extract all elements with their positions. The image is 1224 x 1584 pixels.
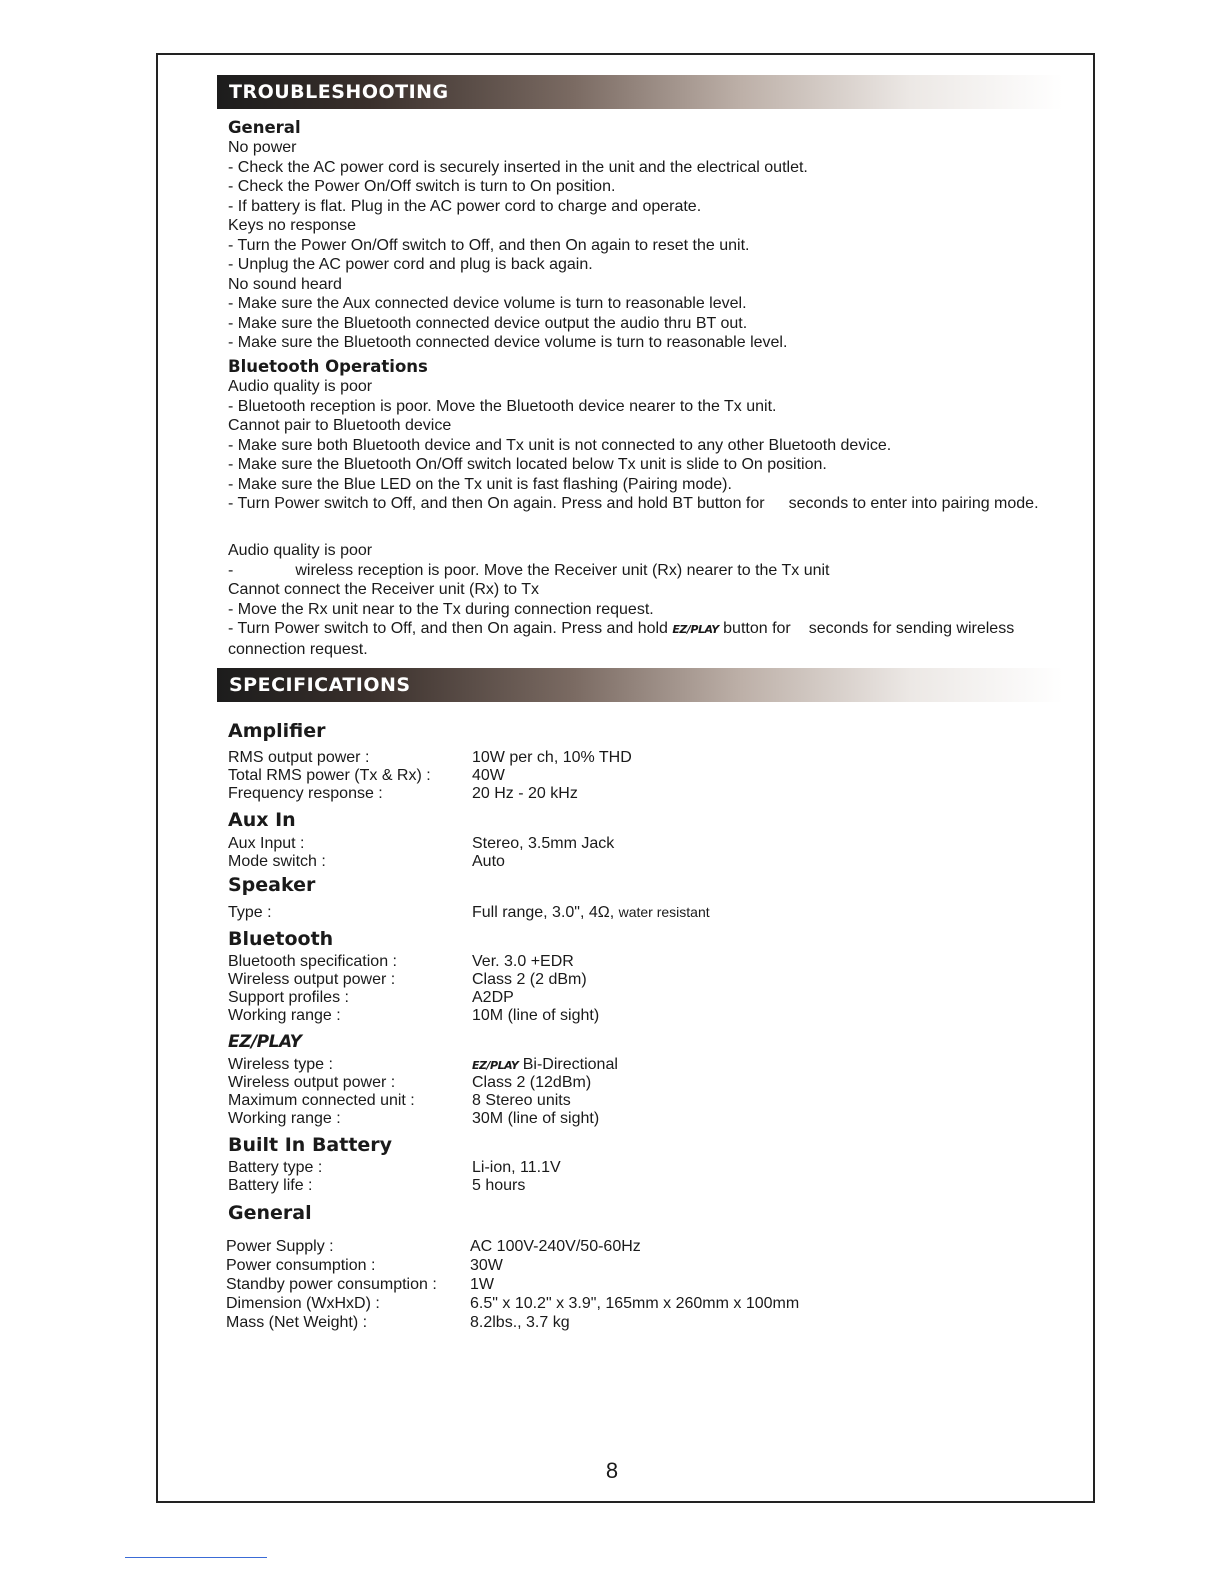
spec-key: RMS output power : (228, 749, 370, 766)
spec-key: Wireless output power : (228, 1074, 396, 1091)
bluetooth-operations-heading: Bluetooth Operations (228, 357, 428, 376)
spec-value: 40W (472, 767, 505, 784)
connection-text-b: button for (723, 620, 791, 637)
ts-line: Cannot pair to Bluetooth device (228, 417, 452, 434)
spec-value: 10M (line of sight) (472, 1007, 600, 1024)
spec-value: Stereo, 3.5mm Jack (472, 835, 615, 852)
wireless-type-value: Bi-Directional (522, 1056, 618, 1073)
spec-value (472, 904, 710, 922)
ts-line: - Make sure both Bluetooth device and Tx unit is not connected to any other Bluetooth device. (228, 436, 892, 454)
ts-line: - Check the Power On/Off switch is turn to On position. (228, 178, 616, 195)
spec-key: Bluetooth specification : (228, 953, 397, 970)
ts-line-wireless-reception (228, 561, 1088, 581)
ts-line: Audio quality is poor (228, 378, 373, 395)
spec-value: 30M (line of sight) (472, 1110, 600, 1127)
ts-line: connection request. (228, 640, 368, 658)
spec-key: Wireless output power : (228, 971, 396, 988)
ezplay-heading (228, 1030, 301, 1052)
troubleshooting-general (228, 117, 1088, 353)
troubleshooting-bluetooth (228, 356, 1088, 514)
spec-key: Dimension (WxHxD) : (226, 1295, 380, 1312)
footer-rule (125, 1557, 267, 1558)
speaker-heading: Speaker (228, 874, 316, 896)
spec-value: A2DP (472, 989, 514, 1006)
spec-key: Standby power consumption : (226, 1276, 437, 1293)
general-spec-heading: General (228, 1202, 312, 1224)
ezplay-logo-icon: EZ/PLAY (228, 1032, 302, 1052)
ts-line: - Make sure the Bluetooth On/Off switch located below Tx unit is slide to On position. (228, 456, 827, 473)
pairing-text-a: - Turn Power switch to Off, and then On again. Press and hold BT button for (228, 495, 765, 512)
ezplay-logo-icon: EZ/PLAY (672, 623, 719, 636)
amplifier-heading: Amplifier (228, 720, 326, 742)
spec-value: 5 hours (472, 1177, 526, 1194)
ts-line: - Move the Rx unit near to the Tx during connection request. (228, 600, 654, 618)
spec-key: Battery type : (228, 1159, 323, 1176)
spec-value: 10W per ch, 10% THD (472, 749, 632, 766)
connection-text-c: seconds for sending wireless (808, 620, 1015, 637)
spec-key: Working range : (228, 1007, 341, 1024)
dash: - (228, 561, 234, 579)
ts-line: - Unplug the AC power cord and plug is back again. (228, 256, 593, 273)
wireless-reception-text: wireless reception is poor. Move the Receiver unit (Rx) nearer to the Tx unit (295, 561, 830, 579)
troubleshooting-wireless (228, 541, 1088, 659)
ts-line-pairing (228, 494, 1088, 514)
spec-value (472, 1056, 618, 1074)
spec-key: Aux Input : (228, 835, 305, 852)
ts-line: - Check the AC power cord is securely inserted in the unit and the electrical outlet. (228, 158, 808, 176)
spec-key: Battery life : (228, 1177, 313, 1194)
troubleshooting-title: TROUBLESHOOTING (229, 81, 449, 103)
spec-value: Class 2 (12dBm) (472, 1074, 592, 1091)
ts-line: - Make sure the Blue LED on the Tx unit is fast flashing (Pairing mode). (228, 475, 732, 493)
ts-line: No sound heard (228, 275, 342, 293)
page-number: 8 (605, 1458, 619, 1483)
ts-line: - Bluetooth reception is poor. Move the Bluetooth device nearer to the Tx unit. (228, 397, 777, 415)
spec-value: Ver. 3.0 +EDR (472, 953, 574, 970)
spec-value: 20 Hz - 20 kHz (472, 785, 578, 802)
general-heading: General (228, 118, 301, 137)
spec-key: Total RMS power (Tx & Rx) : (228, 767, 431, 784)
spec-value: Auto (472, 853, 505, 870)
spec-value: Class 2 (2 dBm) (472, 971, 587, 988)
spec-value: 6.5" x 10.2" x 3.9", 165mm x 260mm x 100mm (470, 1295, 800, 1312)
spec-value: 30W (470, 1257, 503, 1274)
spec-key: Type : (228, 904, 272, 921)
ezplay-logo-icon: EZ/PLAY (472, 1059, 519, 1072)
ts-line: - Make sure the Bluetooth connected device output the audio thru BT out. (228, 314, 748, 332)
spec-key: Support profiles : (228, 989, 349, 1006)
ts-line: - Make sure the Aux connected device volume is turn to reasonable level. (228, 295, 747, 312)
spec-key: Power Supply : (226, 1238, 334, 1255)
ts-line: - Make sure the Bluetooth connected device volume is turn to reasonable level. (228, 334, 788, 351)
speaker-type-value: Full range, 3.0", 4Ω, (472, 904, 615, 921)
spec-value: 8.2lbs., 3.7 kg (470, 1314, 570, 1331)
spec-key: Mode switch : (228, 853, 326, 870)
spec-key: Maximum connected unit : (228, 1092, 415, 1109)
spec-value: AC 100V-240V/50-60Hz (470, 1238, 641, 1255)
speaker-type-extra: water resistant (618, 904, 710, 920)
ts-line: No power (228, 139, 297, 156)
spec-key: Wireless type : (228, 1056, 333, 1073)
specifications-banner (217, 668, 1063, 702)
ts-line-connection (228, 619, 1088, 640)
bluetooth-heading: Bluetooth (228, 928, 334, 950)
ts-line: Audio quality is poor (228, 542, 373, 559)
spec-key: Power consumption : (226, 1257, 376, 1274)
ts-line: Keys no response (228, 217, 357, 234)
spec-key: Working range : (228, 1110, 341, 1127)
built-in-battery-heading: Built In Battery (228, 1134, 393, 1156)
connection-text-a: - Turn Power switch to Off, and then On again. Press and hold (228, 620, 668, 637)
troubleshooting-banner (217, 75, 1063, 109)
ts-line: - Turn the Power On/Off switch to Off, and then On again to reset the unit. (228, 236, 750, 254)
pairing-text-b: seconds to enter into pairing mode. (788, 495, 1039, 512)
spec-key: Mass (Net Weight) : (226, 1314, 368, 1331)
spec-key: Frequency response : (228, 785, 383, 802)
specifications-title: SPECIFICATIONS (229, 674, 411, 696)
spec-value: Li-ion, 11.1V (472, 1159, 561, 1176)
spec-value: 8 Stereo units (472, 1092, 571, 1109)
spec-value: 1W (470, 1276, 494, 1293)
ts-line: - If battery is flat. Plug in the AC power cord to charge and operate. (228, 197, 702, 215)
aux-in-heading: Aux In (228, 809, 296, 831)
ts-line: Cannot connect the Receiver unit (Rx) to Tx (228, 581, 539, 598)
